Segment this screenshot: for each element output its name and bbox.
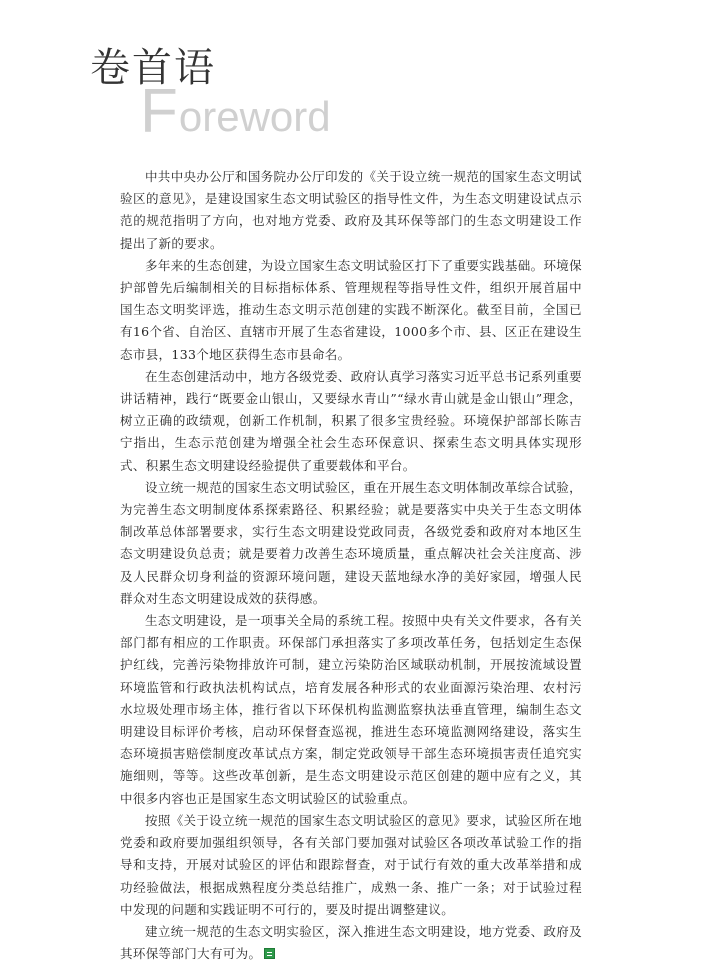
- article-paragraph-1: 中共中央办公厅和国务院办公厅印发的《关于设立统一规范的国家生态文明试验区的意见》，是建设国家生态文明试验区的指导性文件，为生态文明建设试点示范的规范指明了方向，也对地方党委、政府及其环保等部门的生态文明建设工作提出了新的要求。: [120, 169, 582, 251]
- article-paragraph-2: 多年来的生态创建，为设立国家生态文明试验区打下了重要实践基础。环境保护部曾先后编制相关的目标指标体系、管理规程等指导性文件，组织开展首届中国生态文明奖评选，推动生态文明示范创建的实践不断深化。截至目前，全国已有16个省、自治区、直辖市开展了生态省建设，1000多个市、县、区正在建设生态市县，133个地区获得生态市县命名。: [120, 257, 582, 362]
- article-paragraph-7: [120, 921, 582, 965]
- page-title: 卷首语: [90, 45, 216, 91]
- article-body: [120, 166, 582, 965]
- article-paragraph-7-text: 建立统一规范的生态文明实验区，深入推进生态文明建设，地方党委、政府及其环保等部门大有可为。: [120, 923, 582, 962]
- article-paragraph-5: 生态文明建设，是一项事关全局的系统工程。按照中央有关文件要求，各有关部门都有相应的工作职责。环保部门承担落实了多项改革任务，包括划定生态保护红线，完善污染物排放许可制，建立污染防治区域联动机制，开展按流域设置环境监管和行政执法机构试点，培育发展各种形式的农业面源污染治理、农村污水垃圾处理市场主体，推行省以下环保机构监测监察执法垂直管理，编制生态文明建设目标评价考核，启动环保督查巡视，推进生态环境监测网络建设，落实生态环境损害赔偿制度改革试点方案，制定党政领导干部生态环境损害责任追究实施细则，等等。这些改革创新，是生态文明建设示范区创建的题中应有之义，其中很多内容也正是国家生态文明试验区的试验重点。: [120, 613, 582, 806]
- end-mark-icon: [264, 948, 275, 959]
- article-paragraph-4: 设立统一规范的国家生态文明试验区，重在开展生态文明体制改革综合试验，为完善生态文明制度体系探索路径、积累经验；就是要落实中央关于生态文明体制改革总体部署要求，实行生态文明建设党政同责，各级党委和政府对本地区生态文明建设负总责；就是要着力改善生态环境质量，重点解决社会关注度高、涉及人民群众切身利益的资源环境问题，建设天蓝地绿水净的美好家园，增强人民群众对生态文明建设成效的获得感。: [120, 479, 582, 606]
- subtitle-initial-letter: F: [140, 77, 178, 146]
- page-subtitle-english: [140, 77, 331, 146]
- article-paragraph-3: 在生态创建活动中，地方各级党委、政府认真学习落实习近平总书记系列重要讲话精神，践行“既要金山银山，又要绿水青山”“绿水青山就是金山银山”理念，树立正确的政绩观，创新工作机制，积累了很多宝贵经验。环境保护部部长陈吉宁指出，生态示范创建为增强全社会生态环保意识、探索生态文明具体实现形式、积累生态文明建设经验提供了重要载体和平台。: [120, 368, 582, 473]
- subtitle-rest-letters: oreword: [178, 93, 331, 140]
- article-paragraph-6: 按照《关于设立统一规范的国家生态文明试验区的意见》要求，试验区所在地党委和政府要加强组织领导，各有关部门要加强对试验区各项改革试验工作的指导和支持，开展对试验区的评估和跟踪督查，对于试行有效的重大改革举措和成功经验做法，根据成熟程度分类总结推广，成熟一条、推广一条；对于试验过程中发现的问题和实践证明不可行的，要及时提出调整建议。: [120, 812, 582, 917]
